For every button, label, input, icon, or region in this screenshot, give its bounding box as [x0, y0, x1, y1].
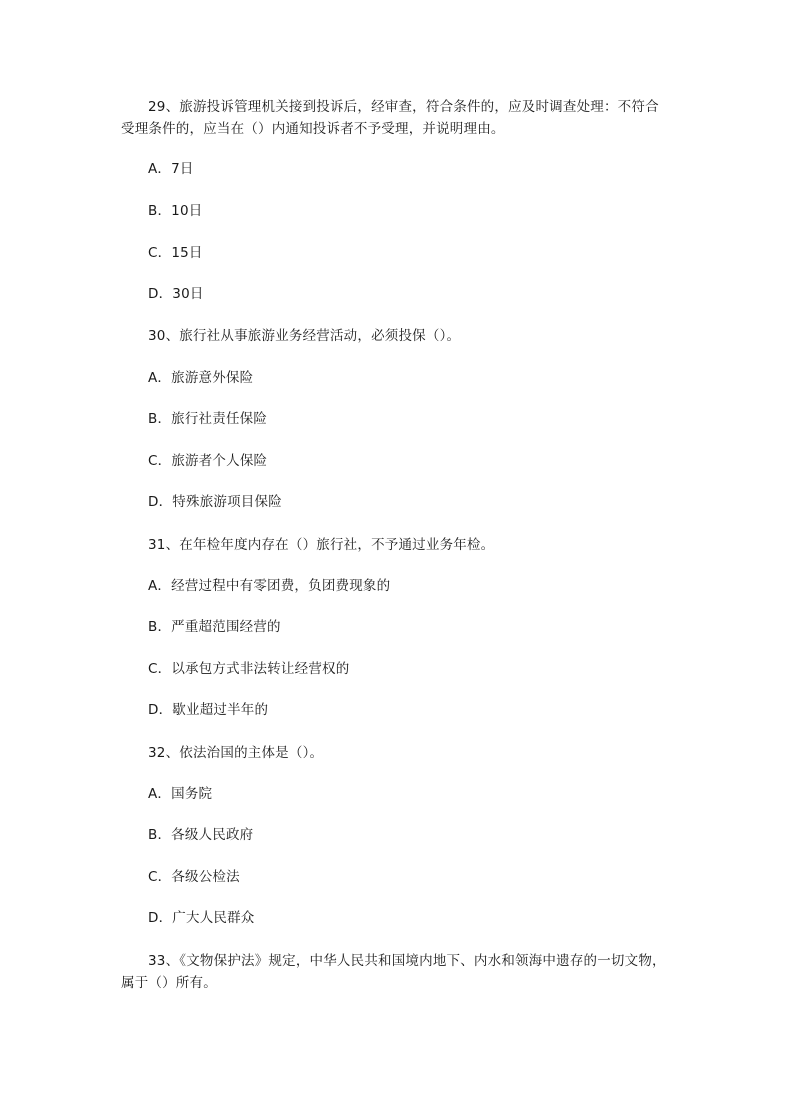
question-31-stem: 31、在年检年度内存在（）旅行社，不予通过业务年检。 [148, 537, 495, 553]
question-32-option-a: A．国务院 [148, 786, 213, 802]
question-30-option-a: A．旅游意外保险 [148, 370, 254, 386]
question-32-option-d: D．广大人民群众 [148, 910, 255, 926]
question-31-option-a: A．经营过程中有零团费，负团费现象的 [148, 578, 391, 594]
question-29-option-d: D．30日 [148, 286, 204, 302]
question-30-option-d: D．特殊旅游项目保险 [148, 494, 282, 510]
question-32-option-c: C．各级公检法 [148, 869, 240, 885]
question-29-option-c: C．15日 [148, 245, 203, 261]
question-31-option-c: C．以承包方式非法转让经营权的 [148, 661, 350, 677]
question-30-option-b: B．旅行社责任保险 [148, 411, 268, 427]
question-31-option-b: B．严重超范围经营的 [148, 619, 281, 635]
question-30-option-c: C．旅游者个人保险 [148, 453, 268, 469]
question-29-option-a: A．7日 [148, 161, 194, 177]
question-32-stem: 32、依法治国的主体是（）。 [148, 745, 324, 761]
question-32-option-b: B．各级人民政府 [148, 827, 254, 843]
question-31-option-d: D．歇业超过半年的 [148, 702, 269, 718]
question-29-stem: 29、旅游投诉管理机关接到投诉后，经审查，符合条件的，应及时调查处理：不符合受理条件的，应当在（）内通知投诉者不予受理，并说明理由。 [121, 99, 659, 137]
question-30-stem: 30、旅行社从事旅游业务经营活动，必须投保（）。 [148, 328, 461, 344]
question-33-stem: 33、《文物保护法》规定，中华人民共和国境内地下、内水和领海中遗存的一切文物，属于（）所有。 [121, 953, 666, 991]
question-29-option-b: B．10日 [148, 203, 203, 219]
